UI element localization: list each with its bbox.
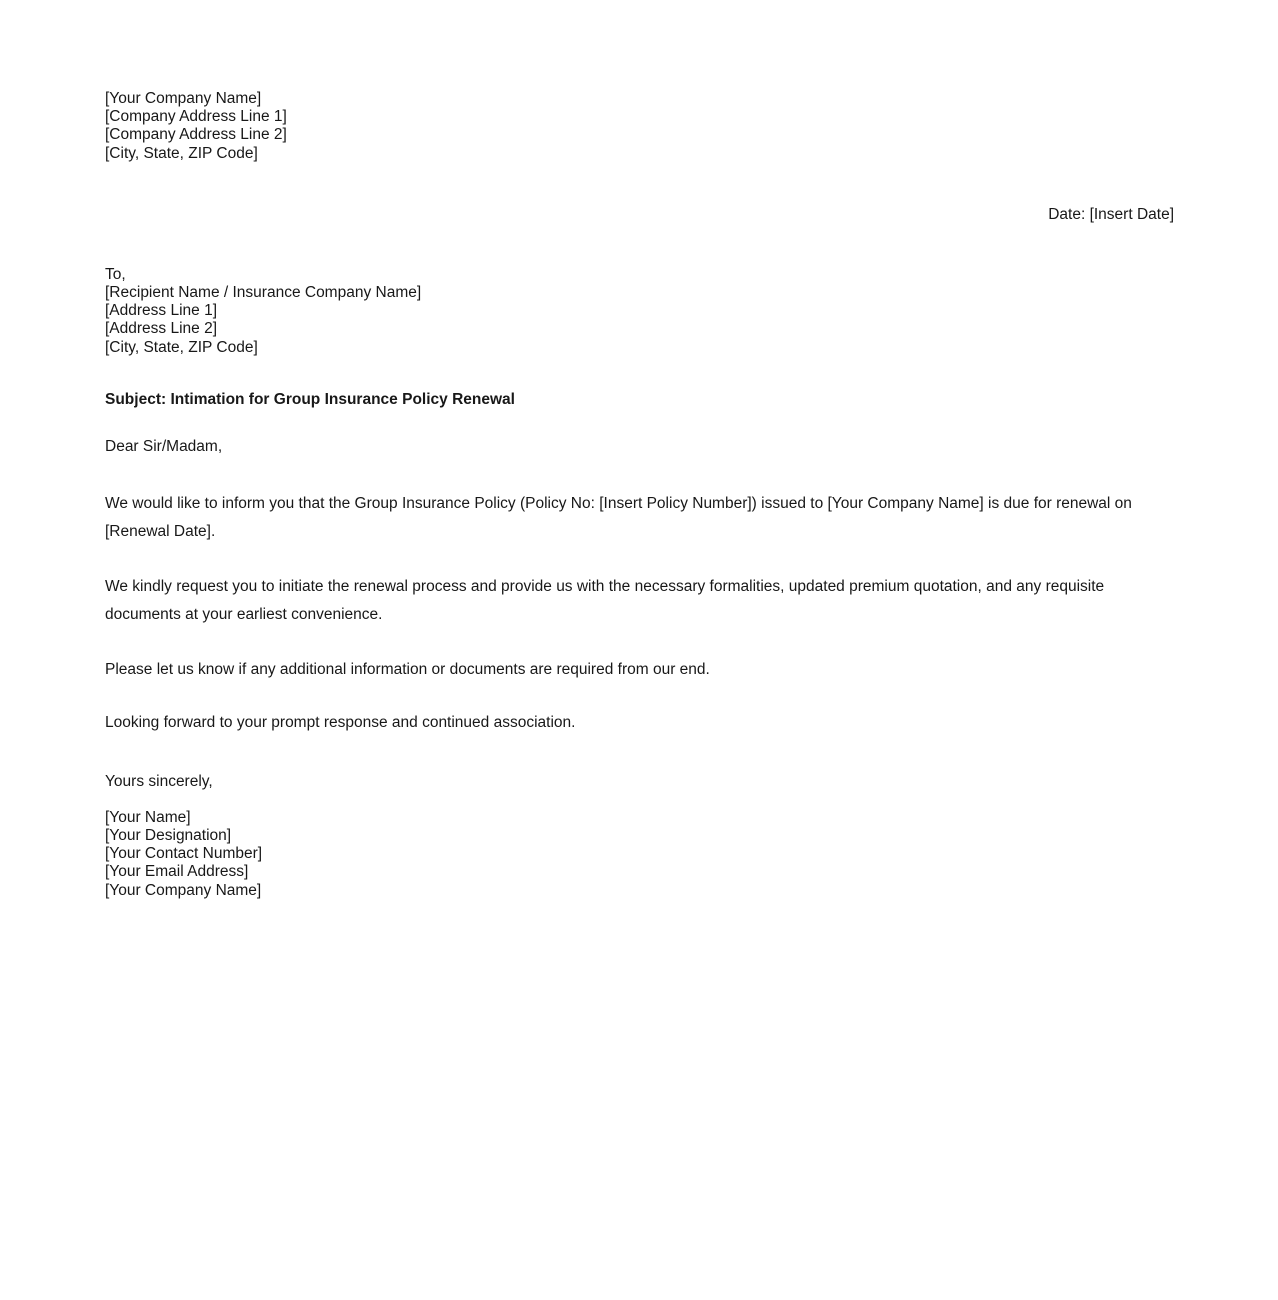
body-paragraph: We would like to inform you that the Group Insurance Policy (Policy No: [Insert Policy Number]) issued to [Your Company Name] is due for renewal on [Renewal Date]. [105,494,1132,540]
sender-address-line: [City, State, ZIP Code] [105,144,258,162]
sender-address-block [105,90,1174,163]
letter-body [105,90,1174,900]
recipient-address-line: [Address Line 2] [105,320,218,338]
recipient-address-line: [Address Line 1] [105,302,218,320]
sender-address-line: [Company Address Line 2] [105,126,287,144]
signature-line: [Your Email Address] [105,863,249,881]
sender-address-line: [Your Company Name] [105,90,262,107]
body-paragraph: Please let us know if any additional information or documents are required from our end. [105,660,710,678]
signature-line: [Your Name] [105,808,191,826]
sender-address-line: [Company Address Line 1] [105,108,287,126]
recipient-salutation-to: To, [105,265,126,283]
signature-block [105,809,1174,900]
body-paragraph: Looking forward to your prompt response and continued association. [105,713,576,731]
recipient-address-line: [Recipient Name / Insurance Company Name] [105,284,422,302]
salutation: Dear Sir/Madam, [105,437,223,455]
body-paragraph: We kindly request you to initiate the renewal process and provide us with the necessary formalities, updated premium quotation, and any requisite documents at your earliest convenience. [105,577,1105,623]
recipient-address-line: [City, State, ZIP Code] [105,338,258,356]
subject-line: Subject: Intimation for Group Insurance Policy Renewal [105,390,515,408]
signature-line: [Your Designation] [105,827,232,845]
recipient-address-block [105,266,1174,357]
signature-line: [Your Contact Number] [105,845,263,863]
signature-line: [Your Company Name] [105,881,262,899]
closing-line: Yours sincerely, [105,772,213,790]
date-line: Date: [Insert Date] [1048,205,1174,223]
